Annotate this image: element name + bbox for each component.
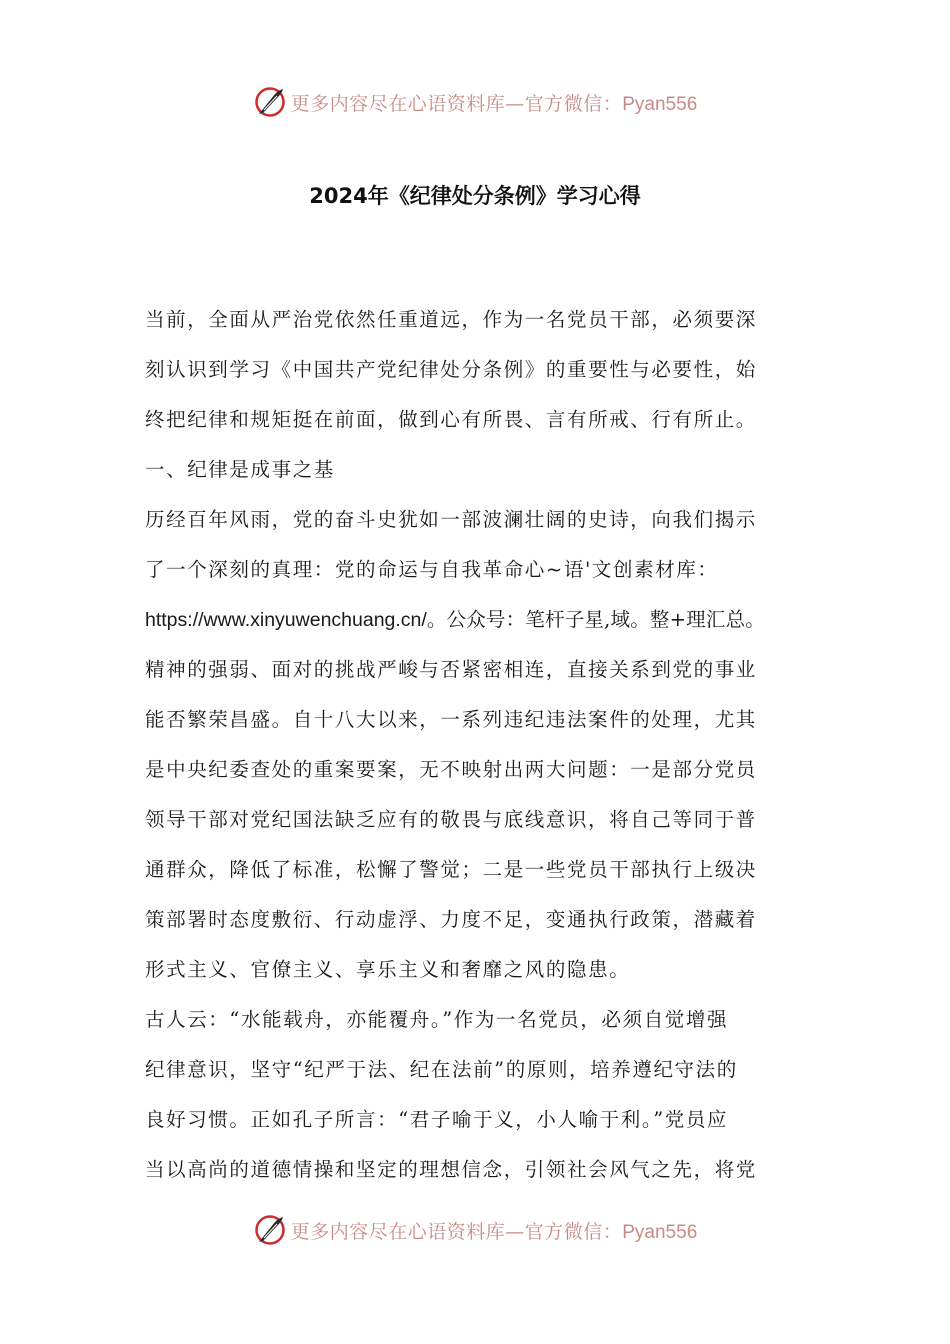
watermark-text: 更多内容尽在心语资料库—官方微信：Pyan556 — [290, 1220, 698, 1243]
body-line: 古人云：“水能载舟，亦能覆舟。”作为一名党员，必须自觉增强 — [145, 1008, 729, 1031]
quill-logo-icon — [253, 1213, 287, 1247]
document-body — [145, 295, 825, 1195]
body-line: 当以高尚的道德情操和坚定的理想信念，引领社会风气之先，将党 — [145, 1158, 757, 1181]
section-heading: 一、纪律是成事之基 — [145, 458, 335, 481]
body-line: 精神的强弱、面对的挑战严峻与否紧密相连，直接关系到党的事业 — [145, 658, 757, 681]
document-title: 2024年《纪律处分条例》学习心得 — [309, 184, 641, 208]
body-line: 能否繁荣昌盛。自十八大以来，一系列违纪违法案件的处理，尤其 — [145, 708, 757, 731]
body-line: 是中央纪委查处的重案要案，无不映射出两大问题：一是部分党员 — [145, 758, 757, 781]
body-line: 终把纪律和规矩挺在前面，做到心有所畏、言有所戒、行有所止。 — [145, 408, 757, 431]
body-line: 当前，全面从严治党依然任重道远，作为一名党员干部，必须要深 — [145, 308, 757, 331]
body-line-with-link: https://www.xinyuwenchuang.cn/。公众号：笔杆子星,域。整+理汇总。 — [145, 608, 765, 631]
watermark-banner-top — [0, 80, 950, 124]
watermark-text: 更多内容尽在心语资料库—官方微信：Pyan556 — [290, 92, 698, 115]
watermark-banner-bottom — [0, 1208, 950, 1252]
body-line: 策部署时态度敷衍、行动虚浮、力度不足，变通执行政策，潜藏着 — [145, 908, 757, 931]
body-line: 良好习惯。正如孔子所言：“君子喻于义，小人喻于利。”党员应 — [145, 1108, 729, 1131]
body-line: 历经百年风雨，党的奋斗史犹如一部波澜壮阔的史诗，向我们揭示 — [145, 508, 757, 531]
body-line: 形式主义、官僚主义、享乐主义和奢靡之风的隐患。 — [145, 958, 631, 981]
body-line: 了一个深刻的真理：党的命运与自我革命心~语'文创素材库： — [145, 558, 719, 581]
body-line: 刻认识到学习《中国共产党纪律处分条例》的重要性与必要性，始 — [145, 358, 757, 381]
body-line: 纪律意识，坚守“纪严于法、纪在法前”的原则，培养遵纪守法的 — [145, 1058, 738, 1081]
body-line: 领导干部对党纪国法缺乏应有的敬畏与底线意识，将自己等同于普 — [145, 808, 757, 831]
body-line: 通群众，降低了标准，松懈了警觉；二是一些党员干部执行上级决 — [145, 858, 757, 881]
website-link[interactable]: https://www.xinyuwenchuang.cn/ — [145, 609, 427, 631]
quill-logo-icon — [253, 85, 287, 119]
